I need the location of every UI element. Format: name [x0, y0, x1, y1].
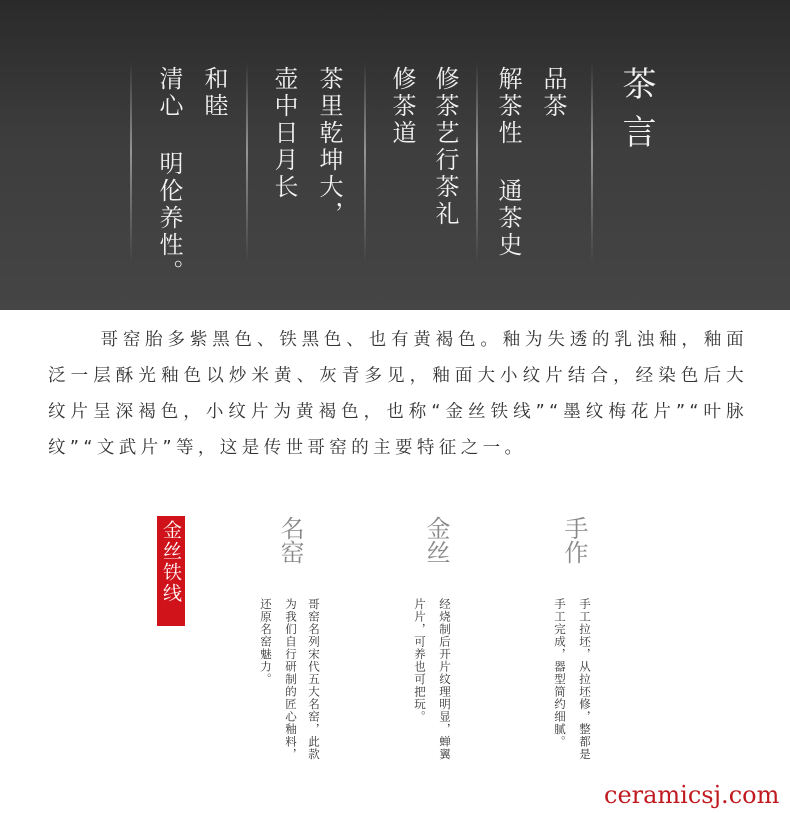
feature-desc-line: 片片，可养也可把玩。 — [413, 598, 427, 723]
banner-column: 壶中日月长 — [270, 66, 298, 201]
intro-paragraph: 哥窑胎多紫黑色、铁黑色、也有黄褐色。釉为失透的乳浊釉，釉面泛一层酥光釉色以炒米黄、灰青多见，釉面大小纹片结合，经染色后大纹片呈深褐色，小纹片为黄褐色，也称“金丝铁线”“墨纹梅花片”“叶脉纹”“文武片”等，这是传世哥窑的主要特征之一。 — [48, 330, 748, 458]
divider-line — [591, 62, 593, 262]
feature-desc-line: 手工完成，器型简约细腻。 — [553, 598, 567, 748]
banner-column: 清心 明伦养性。 — [155, 66, 183, 286]
banner-column: 修茶艺行茶礼 — [431, 66, 459, 228]
feature-desc-line: 还原名窑魅力。 — [259, 598, 273, 686]
banner-column: 和睦 — [200, 66, 228, 120]
feature-desc-line: 手工拉坯，从拉坯修，整都是 — [578, 598, 592, 761]
banner-title: 茶言 — [616, 66, 656, 162]
banner-column: 品茶 — [539, 66, 567, 120]
feature-title: 名窑 — [276, 516, 304, 564]
divider-line — [476, 62, 478, 262]
watermark-text: ceramicsj.com — [604, 781, 780, 809]
divider-line — [364, 62, 366, 262]
banner-column: 茶里乾坤大， — [315, 66, 343, 228]
feature-desc-line: 哥窑名列宋代五大名窑，此款 — [307, 598, 321, 761]
banner-column: 解茶性 通茶史 — [494, 66, 522, 259]
badge-text: 金丝铁线 — [160, 520, 182, 604]
top-banner — [0, 0, 790, 310]
divider-line — [130, 62, 132, 262]
divider-line — [246, 62, 248, 262]
feature-title: 金丝 — [422, 516, 450, 564]
feature-desc-line: 经烧制后开片纹理明显，蝉翼 — [438, 598, 452, 761]
feature-desc-line: 为我们自行研制的匠心釉料， — [284, 598, 298, 761]
banner-column: 修茶道 — [388, 66, 416, 147]
feature-title: 手作 — [560, 516, 588, 564]
